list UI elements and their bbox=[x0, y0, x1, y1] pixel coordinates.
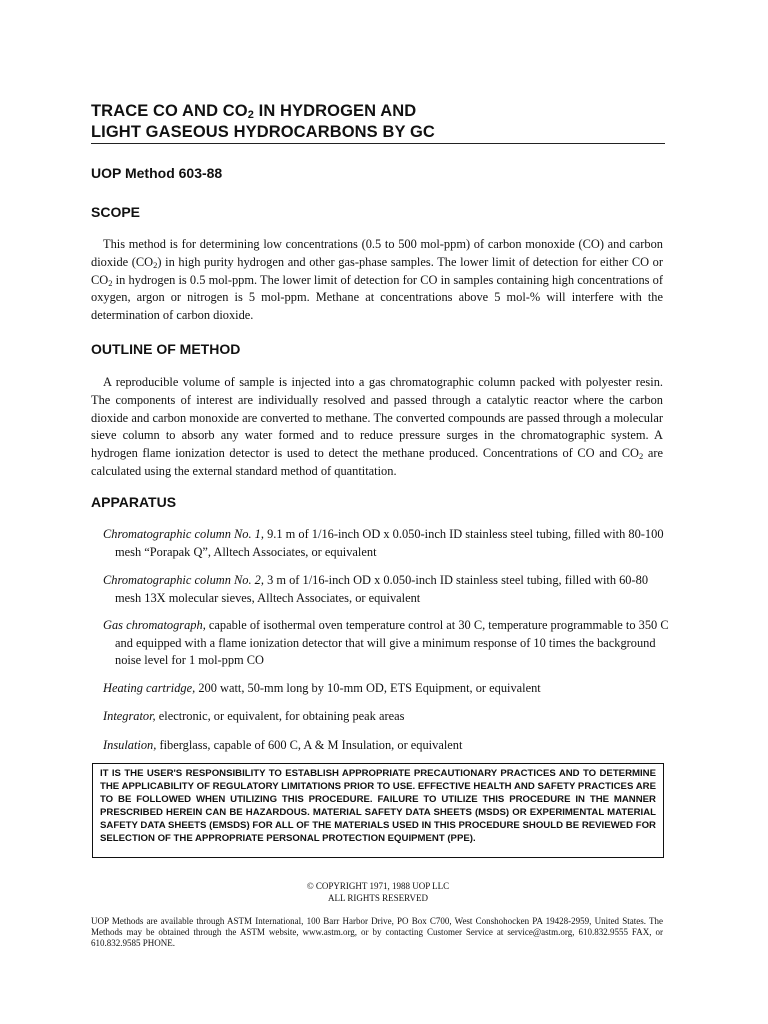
apparatus-item-term: Chromatographic column No. 1, bbox=[103, 527, 264, 541]
scope-subscript-1: 2 bbox=[153, 259, 158, 270]
scope-text-3: in hydrogen is 0.5 mol-ppm. The lower limit of detection for CO in samples containing high concentrations of oxygen, argon or nitrogen is 5 mol-ppm. Methane at concentrations above 5 mol-% will interfere with the determination of carbon dioxide. bbox=[91, 272, 663, 323]
apparatus-item bbox=[103, 737, 675, 755]
title-line-1-part-1: TRACE CO AND CO bbox=[91, 102, 248, 120]
title-line-1 bbox=[91, 101, 665, 122]
rights-reserved-line: ALL RIGHTS RESERVED bbox=[328, 893, 428, 903]
method-id: UOP Method 603-88 bbox=[91, 165, 223, 181]
safety-warning-box: IT IS THE USER'S RESPONSIBILITY TO ESTABLISH APPROPRIATE PRECAUTIONARY PRACTICES AND TO DETERMINE THE APPLICABILITY OF REGULATORY LIMITATIONS PRIOR TO USE. EFFECTIVE HEALTH AND SAFETY PRACTICES ARE TO BE FOLLOWED WHEN UTILIZING THIS PROCEDURE. FAILURE TO UTILIZE THIS PROCEDURE IN THE MANNER PRESCRIBED HEREIN CAN BE HAZARDOUS. MATERIAL SAFETY DATA SHEETS (MSDS) OR EXPERIMENTAL MATERIAL SAFETY DATA SHEETS (EMSDS) FOR ALL OF THE MATERIALS USED IN THIS PROCEDURE SHOULD BE REVIEWED FOR SELECTION OF THE APPROPRIATE PERSONAL PROTECTION EQUIPMENT (PPE). bbox=[92, 763, 664, 858]
apparatus-item-text: 3 m of 1/16-inch OD x 0.050-inch ID stainless steel tubing, filled with 60-80 mesh 13X molecular sieves, Alltech Associates, or equivalent bbox=[115, 573, 649, 605]
copyright-line: © COPYRIGHT 1971, 1988 UOP LLC bbox=[306, 881, 450, 891]
outline-text-1: A reproducible volume of sample is injected into a gas chromatographic column packed with polyester resin. The components of interest are individually resolved and passed through a catalytic reactor where the carbon dioxide and carbon monoxide are converted to methane. The converted compounds are passed through a molecular sieve column to absorb any water formed and to reduce pressure surges in the chromatographic system. A hydrogen flame ionization detector is used to detect the methane produced. Concentrations of CO and CO bbox=[91, 375, 663, 461]
outline-text-2: are calculated using the external standard method of quantitation. bbox=[91, 446, 663, 478]
outline-paragraph bbox=[91, 374, 663, 481]
title-line-1-part-2: IN HYDROGEN AND bbox=[253, 102, 417, 120]
apparatus-item-term: Insulation, bbox=[103, 738, 157, 752]
apparatus-item-term: Gas chromatograph, bbox=[103, 618, 206, 632]
apparatus-item bbox=[103, 708, 675, 726]
apparatus-item-text: 200 watt, 50-mm long by 10-mm OD, ETS Equipment, or equivalent bbox=[195, 681, 541, 695]
scope-paragraph bbox=[91, 236, 663, 325]
availability-note: UOP Methods are available through ASTM International, 100 Barr Harbor Drive, PO Box C700, West Conshohocken PA 19428-2959, United States. The Methods may be obtained through the ASTM website, www.astm.org, or by contacting Customer Service at service@astm.org, 610.832.9555 FAX, or 610.832.9585 PHONE. bbox=[91, 916, 663, 949]
apparatus-item bbox=[103, 680, 675, 698]
title-divider bbox=[91, 143, 665, 144]
apparatus-item-text: electronic, or equivalent, for obtaining peak areas bbox=[155, 709, 405, 723]
apparatus-item-term: Heating cartridge, bbox=[103, 681, 196, 695]
outline-heading: OUTLINE OF METHOD bbox=[91, 341, 241, 357]
apparatus-item bbox=[103, 572, 675, 607]
outline-subscript-1: 2 bbox=[638, 451, 644, 462]
scope-text-2: ) in high purity hydrogen and other gas-phase samples. The lower limit of detection for either CO or CO bbox=[91, 254, 663, 287]
apparatus-item bbox=[103, 526, 675, 561]
scope-text-1: This method is for determining low concentrations (0.5 to 500 mol-ppm) of carbon monoxide (CO) and carbon dioxide (CO bbox=[91, 237, 663, 269]
apparatus-item bbox=[103, 617, 675, 670]
apparatus-item-term: Chromatographic column No. 2, bbox=[103, 573, 264, 587]
title-subscript: 2 bbox=[247, 109, 254, 121]
apparatus-item-text: capable of isothermal oven temperature control at 30 C, temperature programmable to 350 C and equipped with a flame ionization detector that will give a minimum response of 10 times the background noise level for 1 mol-ppm CO bbox=[115, 618, 669, 668]
document-title bbox=[91, 101, 665, 143]
copyright-notice bbox=[91, 880, 665, 904]
scope-subscript-2: 2 bbox=[108, 277, 113, 288]
apparatus-item-term: Integrator, bbox=[103, 709, 156, 723]
title-line-2: LIGHT GASEOUS HYDROCARBONS BY GC bbox=[91, 123, 435, 141]
apparatus-heading: APPARATUS bbox=[91, 494, 177, 510]
apparatus-item-text: fiberglass, capable of 600 C, A & M Insulation, or equivalent bbox=[156, 738, 463, 752]
scope-heading: SCOPE bbox=[91, 204, 141, 220]
apparatus-item-text: 9.1 m of 1/16-inch OD x 0.050-inch ID stainless steel tubing, filled with 80-100 mesh “Porapak Q”, Alltech Associates, or equivalent bbox=[115, 527, 664, 559]
